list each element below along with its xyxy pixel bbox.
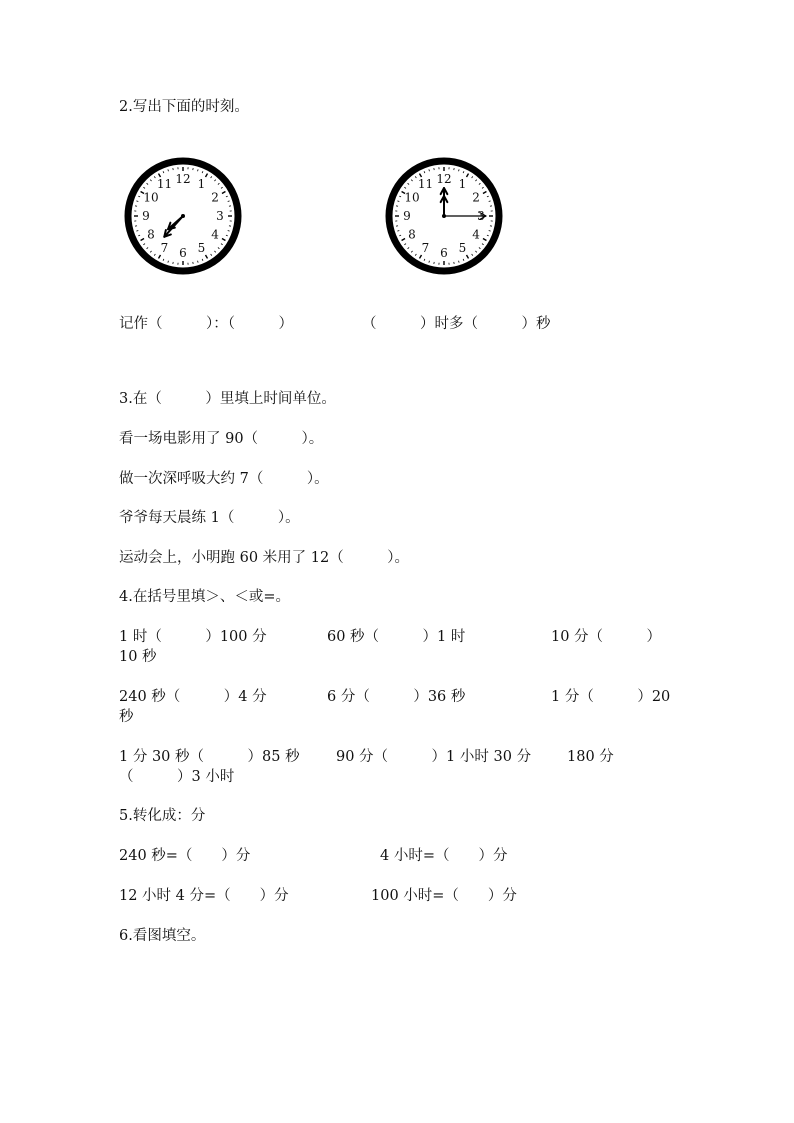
clock-number: 8	[408, 227, 416, 242]
q5-title: 5.转化成：分	[119, 808, 206, 824]
clock-center	[181, 214, 185, 218]
clock-number: 1	[458, 176, 467, 191]
clock-number: 7	[421, 241, 430, 256]
q4-cell: 60 秒（ ）1 时	[327, 629, 466, 645]
clock-number: 11	[156, 176, 173, 191]
q4-cell: 180 分	[567, 749, 614, 765]
clock-number: 2	[472, 190, 480, 205]
q3-item: 做一次深呼吸大约 7（ ）。	[119, 471, 329, 487]
clock-number: 8	[147, 227, 155, 242]
clock-left-face	[123, 156, 243, 276]
clock-number: 3	[216, 209, 224, 223]
clock-number: 9	[403, 209, 411, 223]
q4-cell: 1 时（ ）100 分	[119, 629, 267, 645]
q2-answer-b: （ ）时多（ ）秒	[362, 316, 551, 332]
q4-cell: 240 秒（ ）4 分	[119, 689, 267, 705]
clock-number: 5	[197, 241, 206, 256]
q4-cell: 1 分 30 秒（ ）85 秒	[119, 749, 300, 765]
clock-number: 4	[211, 227, 219, 242]
clock-number: 2	[211, 190, 219, 205]
q4-cell: 90 分（ ）1 小时 30 分	[336, 749, 532, 765]
clock-number: 9	[142, 209, 150, 223]
q4-cell: 1 分（ ）20	[551, 689, 671, 705]
q5-item: 100 小时=（ ）分	[371, 888, 517, 904]
clock-right-face	[384, 156, 504, 276]
clock-number: 12	[175, 172, 191, 186]
q4-cell: 6 分（ ）36 秒	[327, 689, 466, 705]
clock-number: 10	[143, 190, 159, 205]
clock-number: 6	[179, 246, 187, 260]
clock-number: 3	[477, 209, 485, 223]
clock-number: 11	[417, 176, 434, 191]
q4-cell-wrap: （ ）3 小时	[119, 769, 235, 785]
q3-item: 看一场电影用了 90（ ）。	[119, 431, 324, 447]
q6-title: 6.看图填空。	[119, 928, 206, 944]
clock-number: 4	[472, 227, 480, 242]
clock-number: 10	[404, 190, 420, 205]
clock-number: 7	[160, 241, 169, 256]
clock-left	[123, 156, 243, 280]
q4-cell-wrap: 秒	[119, 709, 134, 725]
clock-number: 12	[436, 172, 452, 186]
q2-title: 2.写出下面的时刻。	[119, 99, 249, 115]
q5-item: 12 小时 4 分=（ ）分	[119, 888, 289, 904]
q2-answer-a: 记作（ ）：（ ）	[119, 316, 293, 332]
q4-title: 4.在括号里填＞、＜或=。	[119, 589, 290, 605]
q5-item: 240 秒=（ ）分	[119, 848, 251, 864]
q4-cell-wrap: 10 秒	[119, 649, 157, 665]
clock-number: 6	[440, 246, 448, 260]
q3-item: 运动会上，小明跑 60 米用了 12（ ）。	[119, 550, 409, 566]
q3-title: 3.在（ ）里填上时间单位。	[119, 391, 336, 407]
q3-item: 爷爷每天晨练 1（ ）。	[119, 510, 300, 526]
clock-number: 5	[458, 241, 467, 256]
clock-right	[384, 156, 504, 280]
clock-number: 1	[197, 176, 206, 191]
q4-cell: 10 分（ ）	[551, 629, 662, 645]
q5-item: 4 小时=（ ）分	[380, 848, 508, 864]
clock-center	[442, 214, 446, 218]
